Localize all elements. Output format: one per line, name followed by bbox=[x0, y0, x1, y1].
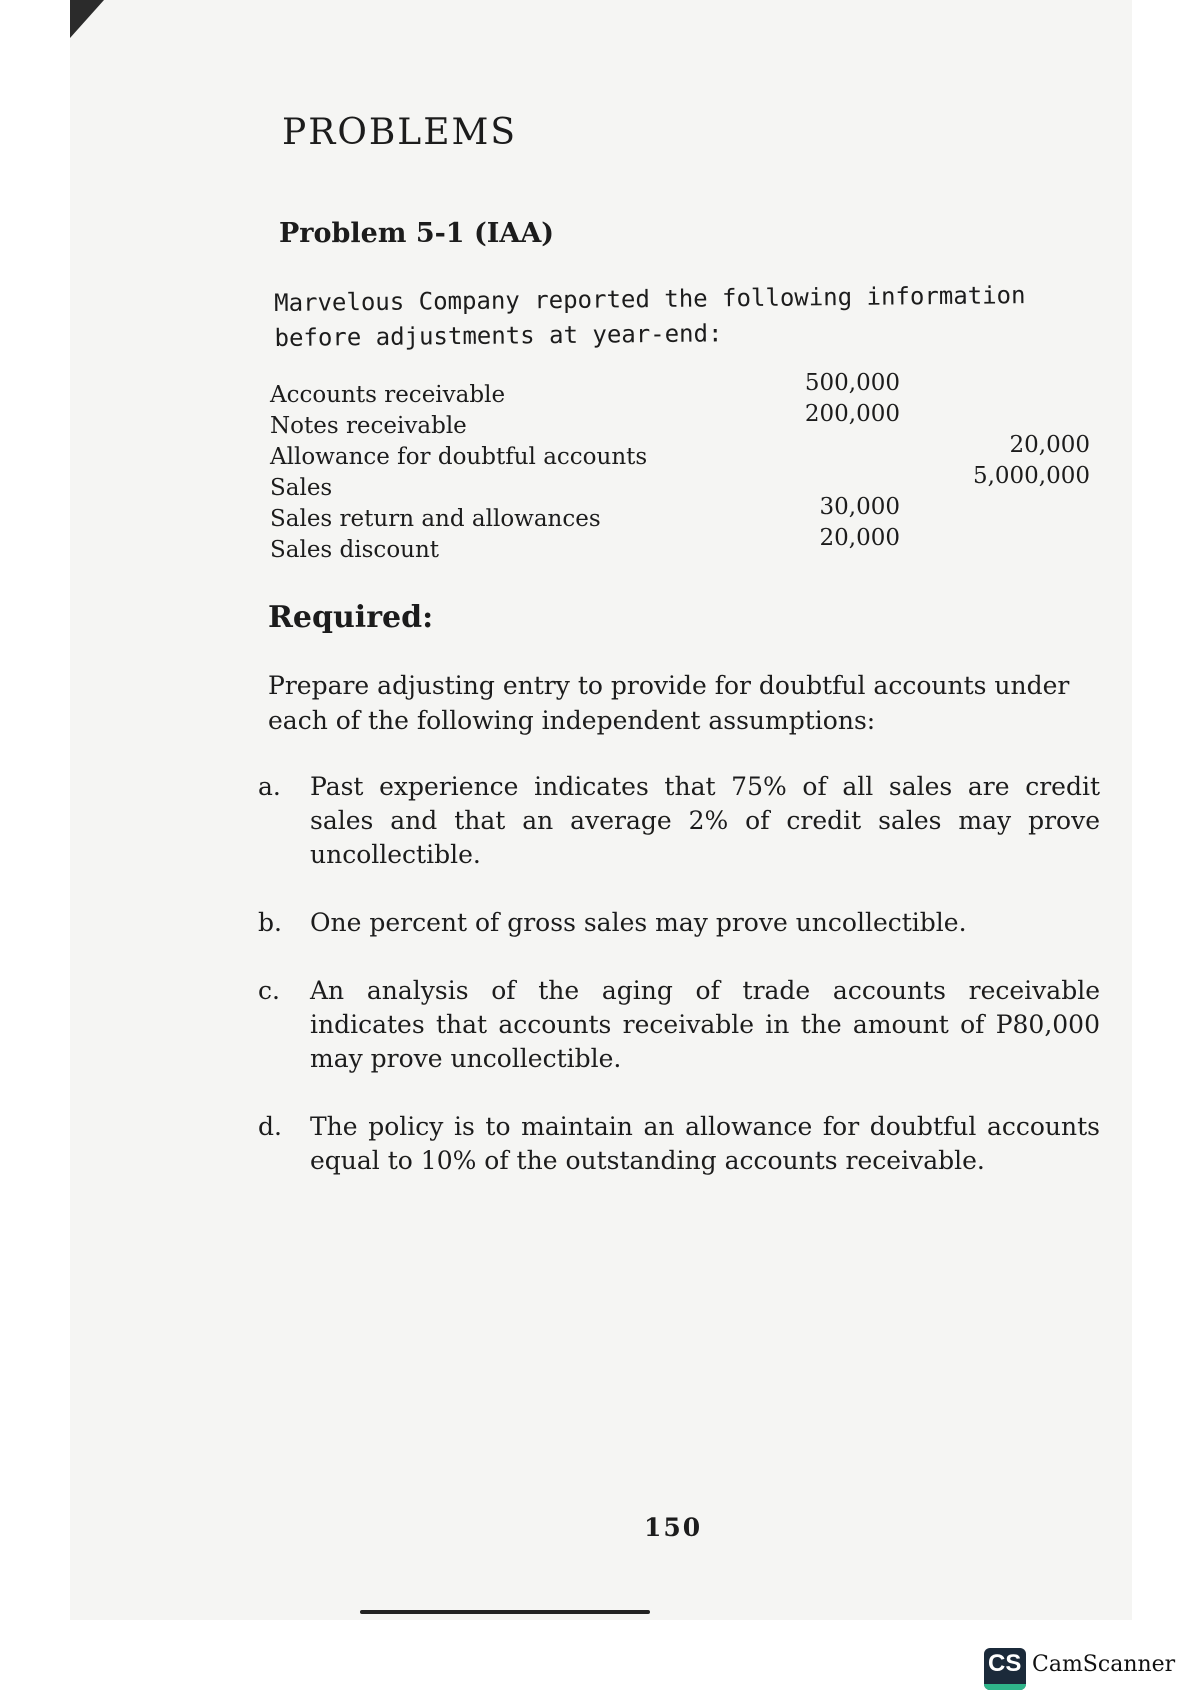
logo-stripe bbox=[984, 1684, 1026, 1690]
account-label: Allowance for doubtful accounts bbox=[270, 444, 648, 470]
intro-line: Marvelous Company reported the following information bbox=[274, 281, 1026, 317]
account-row bbox=[270, 401, 1090, 444]
account-label: Notes receivable bbox=[270, 413, 467, 439]
account-label: Sales return and allowances bbox=[270, 506, 601, 532]
account-row bbox=[270, 525, 1090, 568]
page-number: 150 bbox=[644, 1513, 703, 1542]
account-row bbox=[270, 370, 1090, 413]
account-label: Sales bbox=[270, 475, 333, 501]
account-debit: 200,000 bbox=[804, 401, 900, 427]
account-credit: 20,000 bbox=[1009, 432, 1090, 458]
account-label: Accounts receivable bbox=[270, 382, 506, 408]
intro-line: before adjustments at year-end: bbox=[274, 319, 723, 352]
assumption-letter: c. bbox=[258, 976, 280, 1005]
assumption-letter: a. bbox=[258, 772, 281, 801]
section-heading: PROBLEMS bbox=[282, 112, 518, 153]
camscanner-watermark: CamScanner bbox=[1032, 1652, 1176, 1677]
problem-title: Problem 5-1 (IAA) bbox=[279, 218, 555, 249]
assumption-letter: b. bbox=[258, 908, 282, 937]
assumption-text: An analysis of the aging of trade accounts receivable indicates that accounts receivable in the amount of P80,000 may prove uncollectible. bbox=[310, 976, 1100, 1073]
assumption-text: Past experience indicates that 75% of all sales are credit sales and that an average 2% of credit sales may prove uncollectible. bbox=[310, 772, 1100, 869]
account-label: Sales discount bbox=[270, 537, 440, 563]
account-debit: 20,000 bbox=[819, 525, 900, 551]
account-credit: 5,000,000 bbox=[972, 463, 1090, 489]
page-corner-shadow bbox=[70, 0, 104, 38]
logo-mark: CS bbox=[988, 1650, 1022, 1677]
bottom-rule bbox=[360, 1610, 650, 1614]
camscanner-logo-icon bbox=[984, 1648, 1026, 1690]
assumption-text: The policy is to maintain an allowance for doubtful accounts equal to 10% of the outstanding accounts receivable. bbox=[310, 1112, 1100, 1175]
instruction-text: Prepare adjusting entry to provide for doubtful accounts under each of the following independent assumptions: bbox=[268, 671, 1070, 735]
account-row bbox=[270, 463, 1090, 506]
problem-intro bbox=[274, 277, 1105, 356]
required-heading: Required: bbox=[268, 600, 434, 635]
assumption-text: One percent of gross sales may prove uncollectible. bbox=[310, 908, 967, 937]
assumption-letter: d. bbox=[258, 1112, 282, 1141]
account-row bbox=[270, 494, 1090, 537]
account-debit: 500,000 bbox=[804, 370, 900, 396]
account-debit: 30,000 bbox=[819, 494, 900, 520]
account-row bbox=[270, 432, 1090, 475]
